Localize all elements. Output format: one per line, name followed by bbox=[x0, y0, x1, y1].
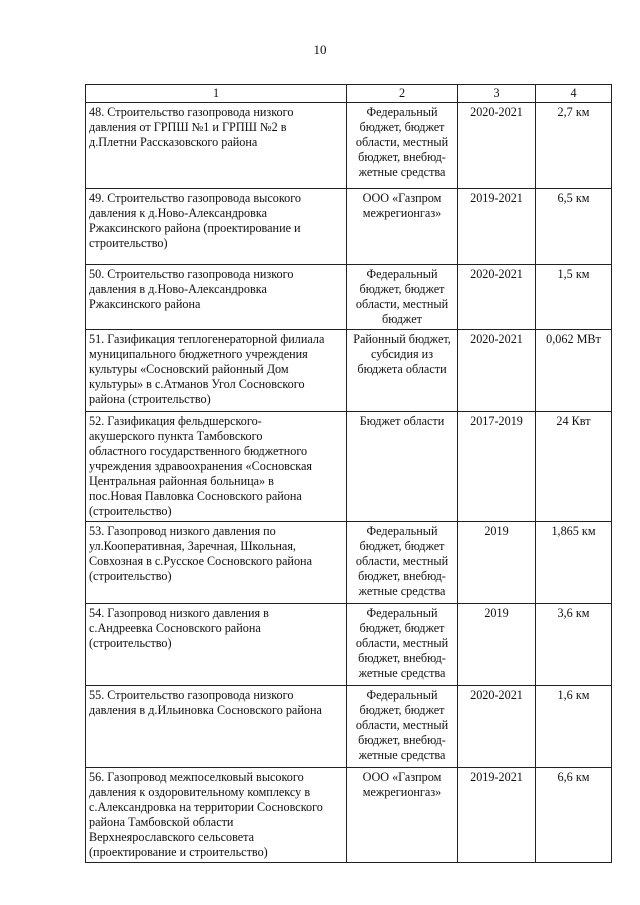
object-name: 53. Газопровод низкого давления по ул.Кооперативная, Заречная, Школьная, Совхозная в с.Русское Сосновского района (строительство) bbox=[89, 524, 312, 583]
funding-source: Федеральный бюджет, бюджет области, местный бюджет, внебюд- жетные средства bbox=[355, 606, 449, 680]
object-name-cell bbox=[86, 604, 347, 686]
table-row bbox=[86, 103, 612, 189]
period-cell: 2019-2021 bbox=[458, 189, 536, 265]
document-table bbox=[85, 84, 612, 863]
funding-source-cell bbox=[347, 330, 458, 412]
object-name-cell bbox=[86, 412, 347, 522]
object-name: 51. Газификация теплогенераторной филиала муниципального бюджетного учреждения культуры «Сосновский районный Дом культуры» в с.Атманов Угол Сосновского района (строительство) bbox=[89, 332, 325, 406]
table-row bbox=[86, 686, 612, 768]
capacity-cell: 1,5 км bbox=[536, 265, 612, 330]
table-header-row bbox=[86, 85, 612, 103]
funding-source-cell bbox=[347, 686, 458, 768]
period-cell: 2020-2021 bbox=[458, 686, 536, 768]
period-cell: 2017-2019 bbox=[458, 412, 536, 522]
funding-source-cell bbox=[347, 522, 458, 604]
table-row bbox=[86, 265, 612, 330]
period-cell: 2019 bbox=[458, 604, 536, 686]
funding-source: ООО «Газпром межрегионгаз» bbox=[362, 191, 442, 220]
object-name-cell bbox=[86, 103, 347, 189]
object-name-cell bbox=[86, 330, 347, 412]
column-header-4: 4 bbox=[536, 85, 612, 103]
object-name: 49. Строительство газопровода высокого давления к д.Ново-Александровка Ржаксинского района (проектирование и строительство) bbox=[89, 191, 302, 250]
funding-source-cell bbox=[347, 604, 458, 686]
table-row bbox=[86, 604, 612, 686]
table-row bbox=[86, 189, 612, 265]
funding-source-cell bbox=[347, 189, 458, 265]
object-name: 48. Строительство газопровода низкого давления от ГРПШ №1 и ГРПШ №2 в д.Плетни Рассказовского района bbox=[89, 105, 294, 149]
object-name-cell bbox=[86, 686, 347, 768]
period-cell: 2020-2021 bbox=[458, 265, 536, 330]
table-row bbox=[86, 522, 612, 604]
page-number: 10 bbox=[313, 42, 327, 57]
table-row bbox=[86, 412, 612, 522]
object-name: 55. Строительство газопровода низкого давления в д.Ильиновка Сосновского района bbox=[89, 688, 322, 717]
funding-source: Федеральный бюджет, бюджет области, местный бюджет, внебюд- жетные средства bbox=[355, 105, 449, 179]
funding-source: Бюджет области bbox=[359, 414, 445, 428]
object-name-cell bbox=[86, 265, 347, 330]
object-name-cell bbox=[86, 522, 347, 604]
capacity-cell: 3,6 км bbox=[536, 604, 612, 686]
capacity-cell: 6,5 км bbox=[536, 189, 612, 265]
column-header-2: 2 bbox=[347, 85, 458, 103]
object-name-cell bbox=[86, 189, 347, 265]
period-cell: 2019-2021 bbox=[458, 768, 536, 863]
funding-source: Районный бюджет, субсидия из бюджета области bbox=[353, 332, 451, 376]
funding-source: Федеральный бюджет, бюджет области, местный бюджет, внебюд- жетные средства bbox=[355, 524, 449, 598]
capacity-cell: 24 Квт bbox=[536, 412, 612, 522]
column-header-1: 1 bbox=[86, 85, 347, 103]
capacity-cell: 6,6 км bbox=[536, 768, 612, 863]
object-name: 52. Газификация фельдшерского- акушерского пункта Тамбовского областного государственного бюджетного учреждения здравоохранения «Сосновская Центральная районная больница» в пос.Новая Павловка Сосновского района (строительство) bbox=[89, 414, 313, 518]
period-cell: 2020-2021 bbox=[458, 330, 536, 412]
capacity-cell: 0,062 МВт bbox=[536, 330, 612, 412]
funding-source-cell bbox=[347, 768, 458, 863]
object-name: 50. Строительство газопровода низкого давления в д.Ново-Александровка Ржаксинского района bbox=[89, 267, 294, 311]
column-header-3: 3 bbox=[458, 85, 536, 103]
funding-source-cell bbox=[347, 412, 458, 522]
table-row bbox=[86, 330, 612, 412]
funding-source: Федеральный бюджет, бюджет области, местный бюджет, внебюд- жетные средства bbox=[355, 688, 449, 762]
funding-source: ООО «Газпром межрегионгаз» bbox=[362, 770, 442, 799]
period-cell: 2020-2021 bbox=[458, 103, 536, 189]
capacity-cell: 2,7 км bbox=[536, 103, 612, 189]
table-row bbox=[86, 768, 612, 863]
capacity-cell: 1,6 км bbox=[536, 686, 612, 768]
object-name: 54. Газопровод низкого давления в с.Андреевка Сосновского района (строительство) bbox=[89, 606, 269, 650]
capacity-cell: 1,865 км bbox=[536, 522, 612, 604]
funding-source-cell bbox=[347, 265, 458, 330]
funding-source-cell bbox=[347, 103, 458, 189]
funding-source: Федеральный бюджет, бюджет области, местный бюджет bbox=[355, 267, 449, 326]
object-name-cell bbox=[86, 768, 347, 863]
period-cell: 2019 bbox=[458, 522, 536, 604]
object-name: 56. Газопровод межпоселковый высокого давления к оздоровительному комплексу в с.Александровка на территории Сосновского района Тамбовской области Верхнеярославского сельсовета (проектирование и строительство) bbox=[89, 770, 323, 859]
